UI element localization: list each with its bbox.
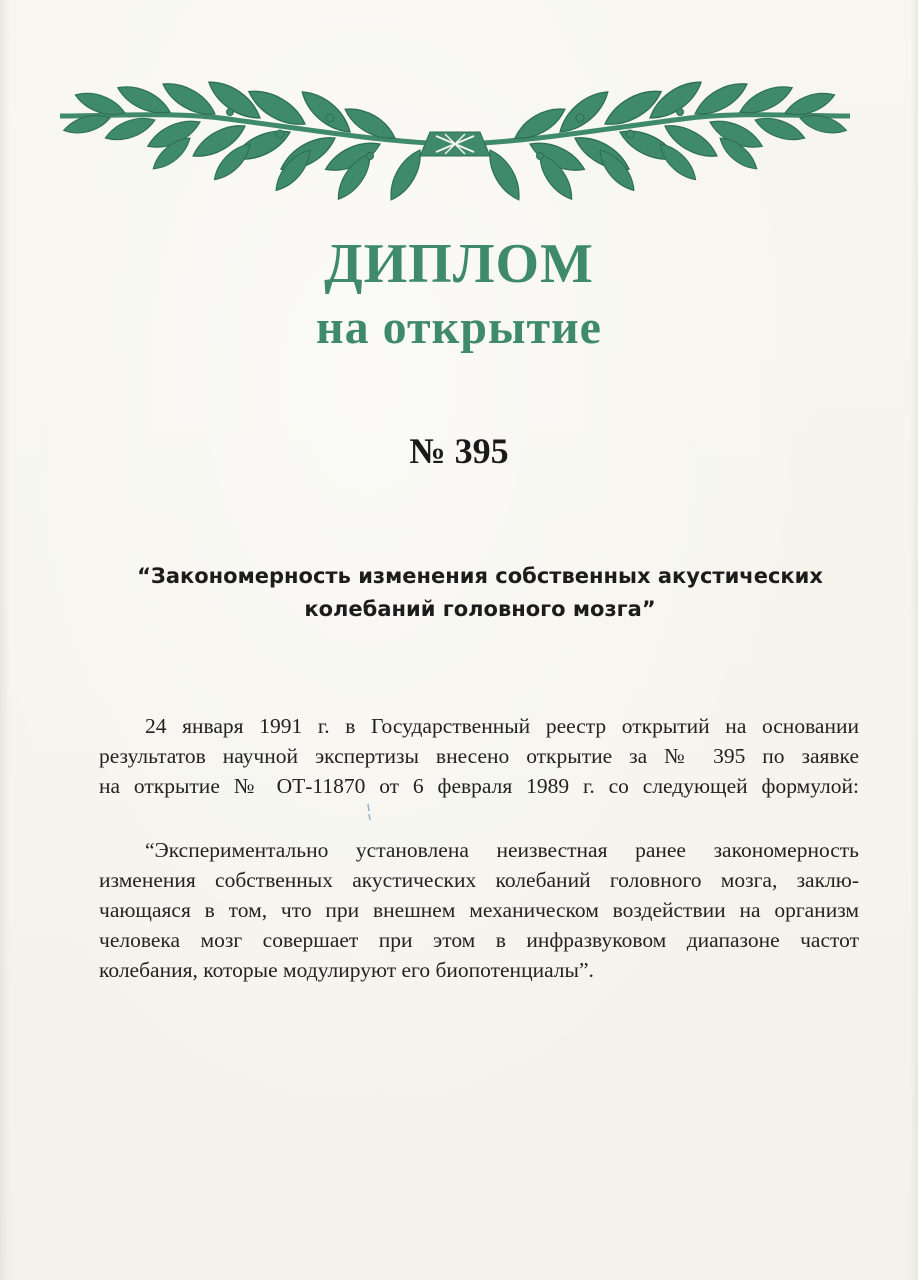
- diploma-number: № 395: [409, 431, 509, 471]
- ink-mark: [366, 803, 372, 821]
- laurel-wreath-icon: [50, 58, 860, 208]
- paragraph-line: результатов научной экспертизы внесено открытие за № 395 по заявке: [99, 744, 859, 768]
- paragraph-line: на открытие № ОТ-11870 от 6 февраля 1989 г. со следующей формулой:: [99, 774, 859, 798]
- diploma-subtitle: на открытие: [316, 301, 602, 354]
- diploma-title: ДИПЛОМ: [324, 233, 594, 295]
- paragraph-line: изменения собственных акустических колебаний головного мозга, заклю-: [99, 868, 859, 892]
- discovery-title-line: колебаний головного мозга”: [304, 597, 656, 621]
- discovery-title: [100, 560, 860, 626]
- paragraph-line: 24 января 1991 г. в Государственный реестр открытий на основании: [145, 714, 859, 738]
- page-edge-shadow-right: [910, 0, 918, 1280]
- registration-paragraph: [99, 711, 859, 801]
- paragraph-line: человека мозг совершает при этом в инфразвуковом диапазоне частот: [99, 928, 859, 952]
- page-edge-shadow-left: [0, 0, 10, 1280]
- discovery-formula-paragraph: [99, 835, 859, 985]
- discovery-title-line: “Закономерность изменения собственных акустических: [137, 564, 823, 588]
- paragraph-line: “Экспериментально установлена неизвестная ранее закономерность: [145, 838, 859, 862]
- paragraph-line: колебания, которые модулируют его биопотенциалы”.: [99, 958, 594, 982]
- paragraph-line: чающаяся в том, что при внешнем механическом воздействии на организм: [99, 898, 859, 922]
